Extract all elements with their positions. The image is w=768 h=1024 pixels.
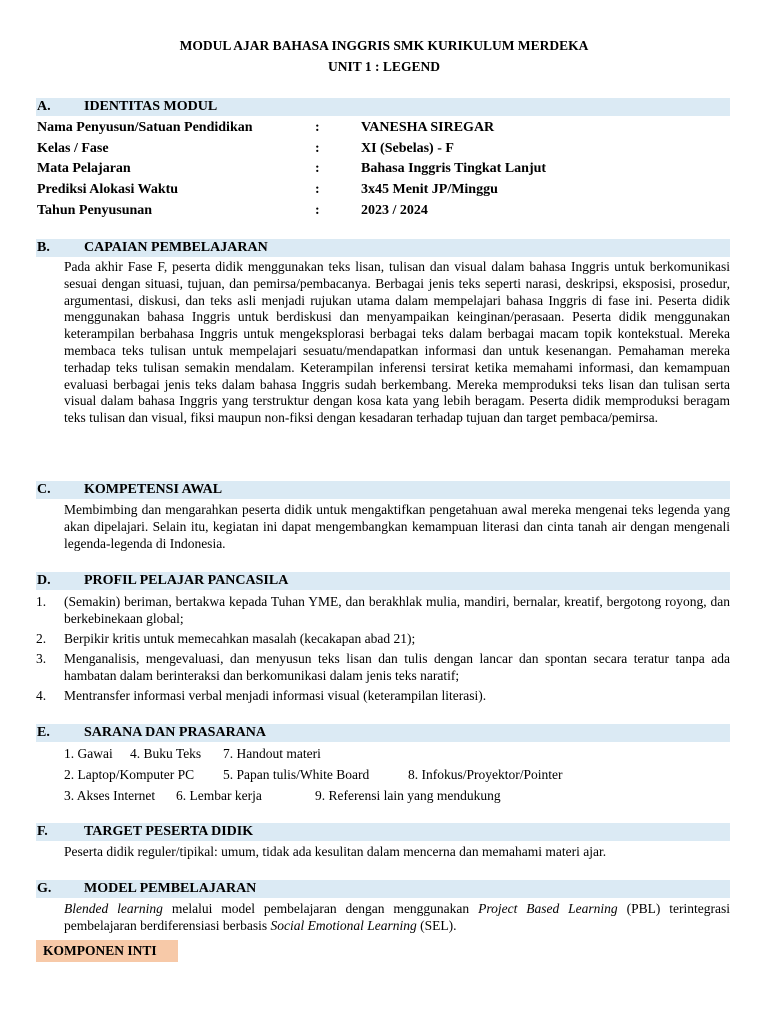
identity-value: Bahasa Inggris Tingkat Lanjut bbox=[361, 161, 547, 176]
identity-value: 2023 / 2024 bbox=[361, 203, 428, 218]
list-text: Berpikir kritis untuk memecahkan masalah (kecakapan abad 21); bbox=[64, 631, 416, 646]
sarana-item: 1. Gawai bbox=[64, 746, 113, 761]
unit-title: UNIT 1 : LEGEND bbox=[328, 59, 440, 74]
capaian-paragraph: Pada akhir Fase F, peserta didik menggunakan teks lisan, tulisan dan visual dalam bahasa Inggris untuk berkomunikasi sesuai dengan situasi, tujuan, dan pemirsa/pembacanya. Berbagai jenis teks seperti narasi, deskripsi, eksposisi, prosedur, argumentasi, diskusi, dan teks asli menjadi rujukan utama dalam mempelajari bahasa Inggris di fase ini. Peserta didik menggunakan bahasa Inggris untuk berdiskusi dan menyampaikan keinginan/perasaan. Peserta didik menggunakan keterampilan berbahasa Inggris untuk mengeksplorasi berbagai teks dalam berbagai macam topik kontekstual. Mereka membaca teks tulisan untuk mempelajari sesuatu/mendapatkan informasi dan untuk kesenangan. Pemahaman mereka terhadap teks tulisan semakin mendalam. Keterampilan inferensi tersirat ketika memahami informasi, dan kemampuan evaluasi berbagai jenis teks dalam bahasa Inggris sudah berkembang. Mereka memproduksi teks lisan dan tulisan serta visual dalam bahasa Inggris yang terstruktur dengan kosa kata yang lebih beragam. Peserta didik memproduksi beragam teks tulisan dan visual, fiksi maupun non-fiksi dengan kesadaran terhadap tujuan dan target pembaca/pemirsa. bbox=[64, 259, 730, 426]
section-letter: B. bbox=[37, 240, 50, 255]
komponen-inti-text: KOMPONEN INTI bbox=[43, 943, 157, 958]
kompetensi-paragraph: Membimbing dan mengarahkan peserta didik untuk mengaktifkan pengetahuan awal mereka mengenai teks legenda yang akan dipelajari. Selain itu, kegiatan ini dapat mengembangkan kemampuan literasi dan cinta tanah air dengan mengenali legenda-legenda di Indonesia. bbox=[64, 502, 730, 551]
section-header-b bbox=[36, 239, 730, 257]
sarana-item: 9. Referensi lain yang mendukung bbox=[315, 788, 501, 803]
sarana-row bbox=[64, 786, 730, 806]
profil-list-item bbox=[36, 631, 730, 648]
target-paragraph: Peserta didik reguler/tipikal: umum, tidak ada kesulitan dalam mencerna dan memahami materi ajar. bbox=[64, 844, 607, 859]
section-letter: D. bbox=[37, 573, 51, 588]
list-number: 4. bbox=[36, 688, 47, 703]
section-letter: G. bbox=[37, 881, 52, 896]
identity-row bbox=[36, 159, 730, 179]
identity-colon: : bbox=[315, 203, 320, 218]
document-title: MODUL AJAR BAHASA INGGRIS SMK KURIKULUM MERDEKA bbox=[179, 38, 589, 53]
profil-list-item bbox=[36, 594, 730, 628]
identity-row bbox=[36, 118, 730, 138]
section-title: KOMPETENSI AWAL bbox=[84, 482, 223, 497]
identity-colon: : bbox=[315, 161, 320, 176]
sarana-item: 5. Papan tulis/White Board bbox=[223, 767, 370, 782]
emphasis-blended-learning: Blended learning bbox=[64, 901, 163, 916]
identity-value: VANESHA SIREGAR bbox=[361, 120, 495, 135]
section-letter: A. bbox=[37, 99, 51, 114]
sarana-item: 6. Lembar kerja bbox=[176, 788, 262, 803]
model-paragraph bbox=[64, 901, 730, 935]
section-title: MODEL PEMBELAJARAN bbox=[84, 881, 257, 896]
section-letter: F. bbox=[37, 824, 48, 839]
sarana-row bbox=[64, 765, 730, 785]
section-header-d bbox=[36, 572, 730, 590]
list-number: 3. bbox=[36, 651, 47, 666]
sarana-item: 4. Buku Teks bbox=[130, 746, 202, 761]
identity-row bbox=[36, 139, 730, 159]
emphasis-sel: Social Emotional Learning bbox=[270, 917, 417, 933]
sarana-item: 3. Akses Internet bbox=[64, 788, 156, 803]
list-text: Mentransfer informasi verbal menjadi informasi visual (keterampilan literasi). bbox=[64, 688, 487, 703]
sarana-row bbox=[64, 744, 730, 764]
model-text: (PBL) terintegrasi pembelajaran berdiferensiasi berbasis bbox=[64, 901, 730, 933]
identity-row bbox=[36, 201, 730, 221]
list-number: 2. bbox=[36, 631, 47, 646]
identity-colon: : bbox=[315, 141, 320, 156]
identity-colon: : bbox=[315, 182, 320, 197]
section-letter: E. bbox=[37, 725, 50, 740]
section-header-c bbox=[36, 481, 730, 499]
section-title: IDENTITAS MODUL bbox=[84, 99, 218, 114]
section-header-a bbox=[36, 98, 730, 116]
section-letter: C. bbox=[37, 482, 51, 497]
komponen-inti-label bbox=[36, 940, 178, 962]
sarana-item: 2. Laptop/Komputer PC bbox=[64, 767, 195, 782]
sarana-item: 7. Handout materi bbox=[223, 746, 321, 761]
identity-value: XI (Sebelas) - F bbox=[361, 141, 454, 156]
list-text: Menganalisis, mengevaluasi, dan menyusun teks lisan dan tulis dengan lancar dan spontan secara teratur tanpa ada hambatan dalam berinteraksi dan berkomunikasi dalam jenis teks naratif; bbox=[64, 651, 730, 683]
emphasis-pbl: Project Based Learning bbox=[478, 901, 618, 916]
section-title: PROFIL PELAJAR PANCASILA bbox=[84, 573, 289, 588]
profil-list-item bbox=[36, 651, 730, 685]
model-text: (SEL). bbox=[416, 917, 457, 933]
sarana-item: 8. Infokus/Proyektor/Pointer bbox=[408, 767, 563, 782]
identity-row bbox=[36, 180, 730, 200]
profil-list-item bbox=[36, 688, 730, 705]
list-text: (Semakin) beriman, bertakwa kepada Tuhan YME, dan berakhlak mulia, mandiri, bernalar, kreatif, bergotong royong, dan berkebinekaan global; bbox=[64, 594, 730, 626]
identity-label: Prediksi Alokasi Waktu bbox=[37, 182, 179, 197]
section-header-g bbox=[36, 880, 730, 898]
identity-colon: : bbox=[315, 120, 320, 135]
list-number: 1. bbox=[36, 594, 47, 609]
identity-value: 3x45 Menit JP/Minggu bbox=[361, 182, 498, 197]
identity-label: Mata Pelajaran bbox=[37, 161, 131, 176]
identity-label: Kelas / Fase bbox=[37, 141, 109, 156]
identity-label: Tahun Penyusunan bbox=[37, 203, 153, 218]
section-header-f bbox=[36, 823, 730, 841]
section-header-e bbox=[36, 724, 730, 742]
section-title: TARGET PESERTA DIDIK bbox=[84, 824, 254, 839]
section-title: SARANA DAN PRASARANA bbox=[84, 725, 267, 740]
section-title: CAPAIAN PEMBELAJARAN bbox=[84, 240, 268, 255]
identity-label: Nama Penyusun/Satuan Pendidikan bbox=[37, 120, 253, 135]
model-text: melalui model pembelajaran dengan menggunakan bbox=[162, 901, 479, 916]
